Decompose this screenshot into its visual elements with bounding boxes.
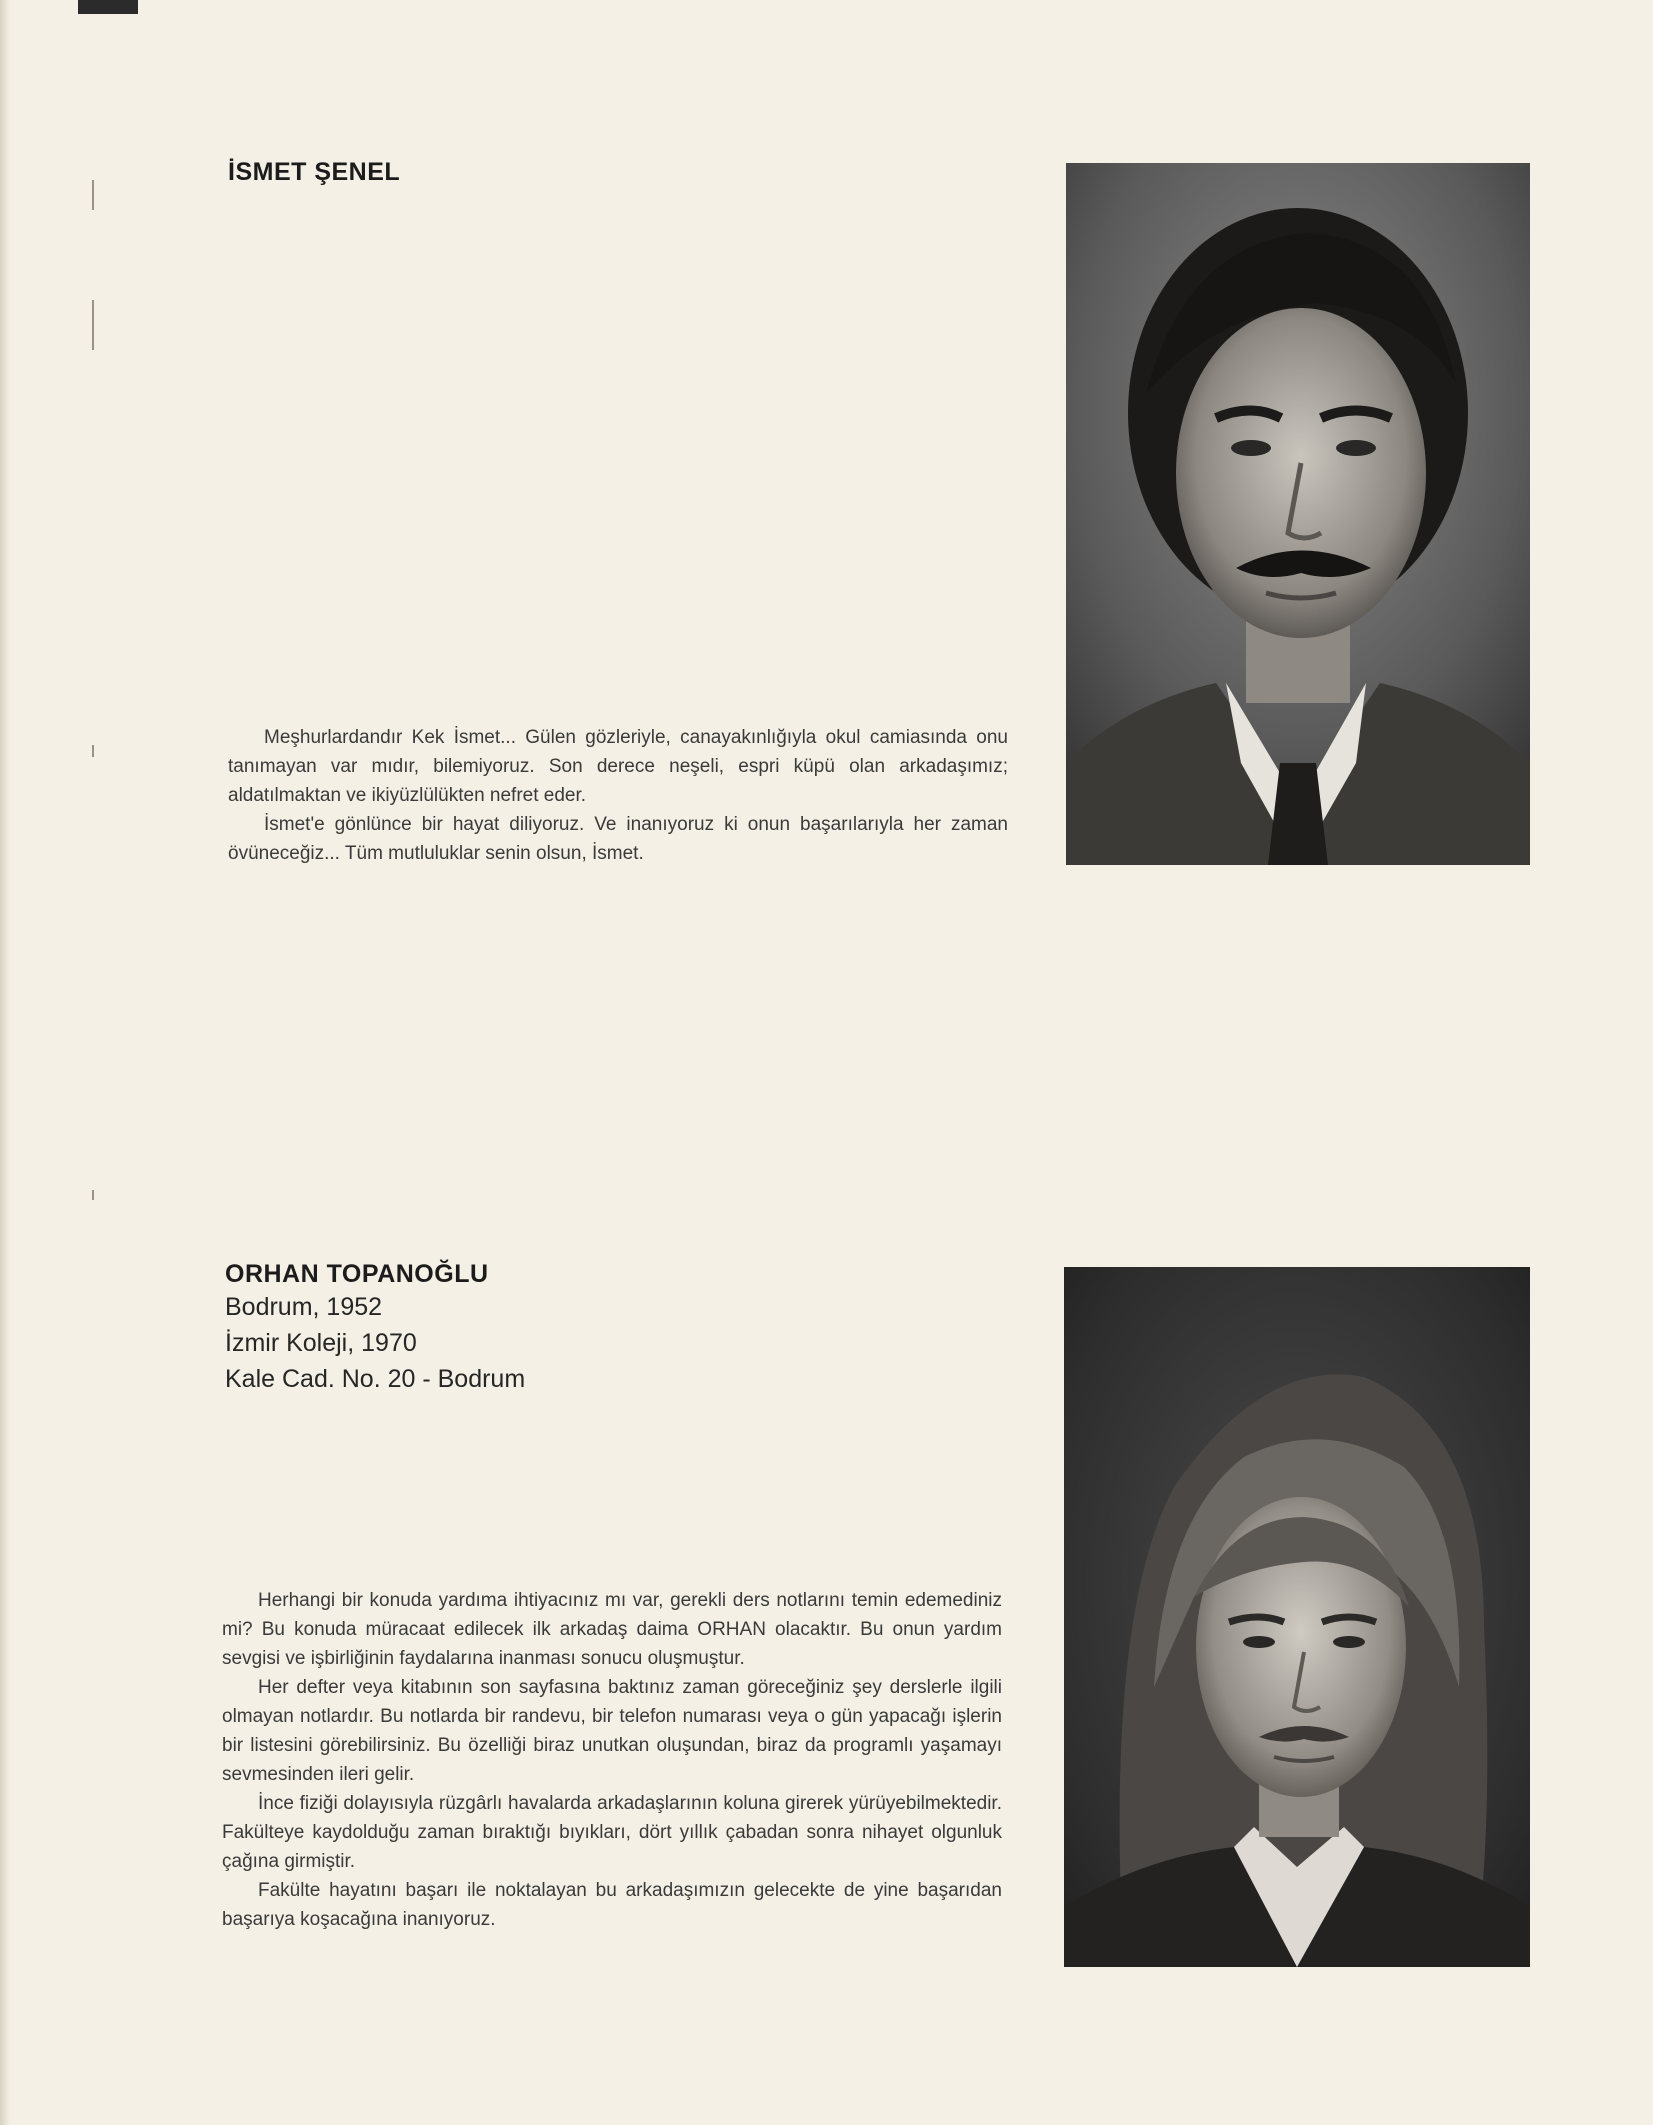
- birthplace-line: Bodrum, 1952: [225, 1293, 383, 1321]
- bio-paragraph: Fakülte hayatını başarı ile noktalayan bu arkadaşımızın gelecekte de yine başarıdan başarıya koşacağına inanıyoruz.: [222, 1880, 1002, 1930]
- profile-name: ORHAN TOPANOĞLU: [225, 1260, 489, 1288]
- bio-paragraph: Herhangi bir konuda yardıma ihtiyacınız mı var, gerekli ders notlarını temin edemediniz mi? Bu konuda müracaat edilecek ilk arkadaş daima ORHAN olacaktır. Bu onun yardım sevgisi ve işbirliğinin faydalarına inanması sonucu oluşmuştur.: [222, 1590, 1002, 1669]
- profile-ismet: [228, 158, 1008, 187]
- profile-bio: [228, 723, 1008, 868]
- portrait-photo-orhan: [1064, 1267, 1530, 1967]
- bio-paragraph: İnce fiziği dolayısıyla rüzgârlı havalarda arkadaşlarının koluna girerek yürüyebilmektedir. Fakülteye kaydolduğu zaman bıraktığı bıyıkları, dört yıllık çabadan sonra nihayet olgunluk çağına girmiştir.: [222, 1793, 1002, 1872]
- bio-paragraph: Meşhurlardandır Kek İsmet... Gülen gözleriyle, canayakınlığıyla okul camiasında onu tanımayan var mıdır, bilemiyoruz. Son derece neşeli, espri küpü olan arkadaşımız; aldatılmaktan ve ikiyüzlülükten nefret eder.: [228, 727, 1008, 806]
- address-line: Kale Cad. No. 20 - Bodrum: [225, 1365, 526, 1393]
- bio-paragraph: Her defter veya kitabının son sayfasına baktınız zaman göreceğiniz şey derslerle ilgili olmayan notlardır. Bu notlarda bir randevu, bir telefon numarası veya o gün yapacağı işlerin bir listesini görebilirsiniz. Bu özelliği biraz unutkan oluşundan, biraz da programlı yaşamayı sevmesinden ileri gelir.: [222, 1677, 1002, 1785]
- portrait-photo-icon: [1064, 1267, 1530, 1967]
- profile-bio: [222, 1586, 1002, 1934]
- school-line: İzmir Koleji, 1970: [225, 1329, 417, 1357]
- page-top-mark: [78, 0, 138, 14]
- page-binding-edge: [0, 0, 10, 2125]
- profile-orhan: [225, 1260, 925, 1397]
- portrait-photo-icon: [1066, 163, 1530, 865]
- portrait-photo-ismet: [1066, 163, 1530, 865]
- profile-name: İSMET ŞENEL: [228, 158, 401, 186]
- bio-paragraph: İsmet'e gönlünce bir hayat diliyoruz. Ve inanıyoruz ki onun başarılarıyla her zaman övüneceğiz... Tüm mutluluklar senin olsun, İsmet.: [228, 814, 1008, 864]
